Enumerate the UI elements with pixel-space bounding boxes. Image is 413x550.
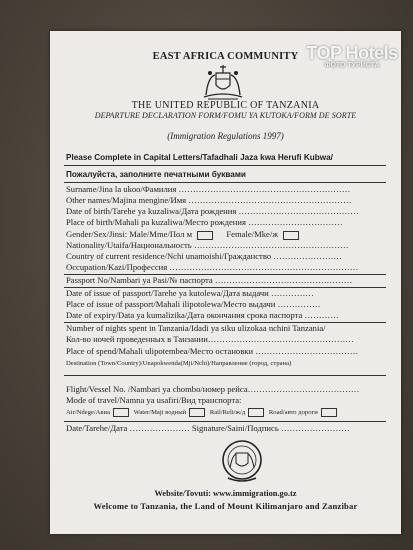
residence-field[interactable]: Country of current residence/Nchi unamoishi/Гражданство …………………… <box>66 251 343 261</box>
mode-road-label: Road/авто дороги <box>268 409 318 416</box>
gender-female-label: Female/Mke/ж <box>226 229 279 239</box>
surname-field[interactable]: Surname/Jina la ukoo/Фамилия …………………………………………………… <box>66 184 351 194</box>
date-of-birth-field[interactable]: Date of birth/Tarehe ya kuzaliwa/Дата рождения …………………………………… <box>66 206 359 216</box>
divider <box>64 375 386 376</box>
male-checkbox[interactable] <box>197 231 213 240</box>
water-checkbox[interactable] <box>189 408 205 417</box>
divider <box>64 421 386 422</box>
female-checkbox[interactable] <box>283 231 299 240</box>
nationality-field[interactable]: Nationality/Utaifa/Национальность ……………………………………………… <box>66 240 349 250</box>
passport-expiry-field[interactable]: Date of expiry/Data ya kumalizika/Дата окончания срока паспорта ………… <box>66 310 339 320</box>
watermark-brand: TOP Hotels <box>306 43 398 63</box>
passport-number-field[interactable]: Passport No/Nambari ya Pasi/№ паспорта ………………………………………… <box>66 275 353 285</box>
instructions-line-1: Please Complete in Capital Letters/Tafadhali Jaza kwa Herufi Kubwa/ <box>66 153 333 162</box>
republic-heading: THE UNITED REPUBLIC OF TANZANIA <box>131 100 320 111</box>
watermark-tagline: ФОТО ТУРИСТА <box>324 62 380 69</box>
form-title: DEPARTURE DECLARATION FORM/FOMU YA KUTOKA/FORM DE SORTE <box>94 111 357 120</box>
mode-of-travel-label: Mode of travel/Namna ya usafiri/Вид транспорта: <box>66 395 242 405</box>
immigration-badge-icon <box>220 438 264 486</box>
other-names-field[interactable]: Other names/Majina mengine/Имя ………………………………………………… <box>66 195 352 205</box>
place-of-spend-field[interactable]: Place of spend/Mahali ulipotembea/Место остановки ……………………………… <box>66 346 359 356</box>
occupation-field[interactable]: Occupation/Kazi/Профессия ………………………………………………………… <box>66 262 359 272</box>
instructions-line-2: Пожалуйста, заполните печатными буквами <box>66 170 246 179</box>
welcome-line: Welcome to Tanzania, the Land of Mount Kilimanjaro and Zanzibar <box>93 501 358 511</box>
coat-of-arms-icon <box>202 63 244 101</box>
travel-mode-options <box>66 407 340 418</box>
nights-spent-label: Number of nights spent in Tanzania/Idadi ya siku ulizokaa nchini Tanzania/ <box>66 323 326 333</box>
mode-air-label: Air/Ndege/Авиа <box>66 409 110 416</box>
mode-water-label: Water/Maji водный <box>133 409 187 416</box>
air-checkbox[interactable] <box>113 408 129 417</box>
date-signature-field[interactable]: Date/Tarehe/Дата ………………… Signature/Saini/Подпись …………………… <box>66 423 350 433</box>
place-of-birth-field[interactable]: Place of birth/Mahali pa kuzaliwa/Место рождения …………………………… <box>66 217 343 227</box>
tophotels-watermark <box>297 44 407 69</box>
gender-male-label: Gender/Sex/Jinsi: Male/Mme/Пол м <box>66 229 193 239</box>
gender-field <box>66 229 302 240</box>
destination-field[interactable]: Destination (Town/Country)/Unapokwenda(Mji/Nchi)/Направление (город, страна) <box>66 360 292 367</box>
regulations-note: (Immigration Regulations 1997) <box>167 131 284 141</box>
passport-issue-date-field[interactable]: Date of issue of passport/Tarehe ya kutolewa/Дата выдачи …………… <box>66 288 314 298</box>
nights-spent-field[interactable]: Кол-во ночей проведенных в Танзании…………………………………………… <box>66 334 354 344</box>
flight-number-field[interactable]: Flight/Vessel No. /Nambari ya chombo/номер рейса………………………………… <box>66 384 360 394</box>
divider <box>64 182 386 183</box>
community-heading: EAST AFRICA COMMUNITY <box>152 51 299 62</box>
mode-rail-label: Rail/Reli/ж/д <box>209 409 246 416</box>
website-line: Website/Tovuti: www.immigration.go.tz <box>154 489 297 498</box>
road-checkbox[interactable] <box>321 408 337 417</box>
passport-issue-place-field[interactable]: Place of issue of passport/Mahali ilipotolewa/Место выдачи …………… <box>66 299 321 309</box>
divider <box>64 165 386 166</box>
rail-checkbox[interactable] <box>248 408 264 417</box>
departure-form <box>50 31 401 534</box>
